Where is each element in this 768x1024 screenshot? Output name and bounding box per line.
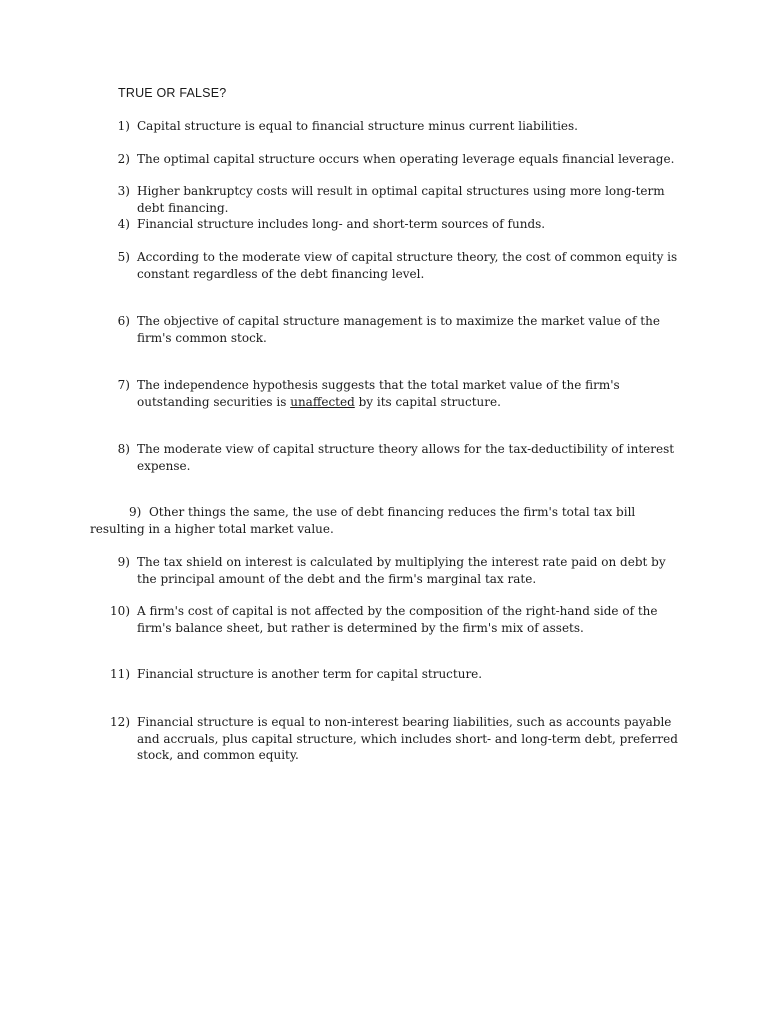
question-text: Higher bankruptcy costs will result in optimal capital structures using more long-term debt financing. <box>137 184 665 215</box>
question-number: 1) <box>117 119 130 133</box>
question-text-part: Other things the same, the use of debt financing reduces the firm's total tax bill resulting in a higher total market value. <box>90 505 636 536</box>
question-number: 9) <box>129 505 142 519</box>
question-text-part: by its capital structure. <box>354 394 501 409</box>
question-number: 11) <box>110 667 130 681</box>
question-text: Capital structure is equal to financial structure minus current liabilities. <box>137 119 578 133</box>
question-text: The moderate view of capital structure theory allows for the tax-deductibility of interest expense. <box>137 442 675 473</box>
question-number: 8) <box>117 442 130 456</box>
question-number: 12) <box>110 715 130 729</box>
question-number: 10) <box>110 604 130 618</box>
underlined-word: unaffected <box>290 394 355 409</box>
question-text: The objective of capital structure management is to maximize the market value of the firm's common stock. <box>137 314 660 345</box>
question-text: Financial structure is another term for capital structure. <box>137 667 483 681</box>
question-number: 9) <box>117 555 130 569</box>
question-number: 7) <box>117 378 130 392</box>
question-text-part: The independence hypothesis suggests that the total market value of the firm's outstanding securities is <box>137 378 620 409</box>
question-text: The optimal capital structure occurs when operating leverage equals financial leverage. <box>137 152 675 166</box>
page-heading: TRUE OR FALSE? <box>118 86 227 100</box>
question-text: Financial structure includes long- and short-term sources of funds. <box>137 217 546 231</box>
question-text <box>90 504 670 537</box>
question-text: A firm's cost of capital is not affected by the composition of the right-hand side of the firm's balance sheet, but rather is determined by the firm's mix of assets. <box>137 604 658 635</box>
question-text: The tax shield on interest is calculated by multiplying the interest rate paid on debt by the principal amount of the debt and the firm's marginal tax rate. <box>137 555 666 586</box>
question-text: Financial structure is equal to non-interest bearing liabilities, such as accounts payable and accruals, plus capital structure, which includes short- and long-term debt, preferred stock, and common equity. <box>137 715 678 762</box>
question-number: 5) <box>117 250 130 264</box>
question-text <box>137 377 682 410</box>
question-number: 4) <box>117 217 130 231</box>
question-number: 2) <box>117 152 130 166</box>
question-number: 3) <box>117 184 130 198</box>
question-text: According to the moderate view of capital structure theory, the cost of common equity is constant regardless of the debt financing level. <box>137 250 678 281</box>
question-number: 6) <box>117 314 130 328</box>
